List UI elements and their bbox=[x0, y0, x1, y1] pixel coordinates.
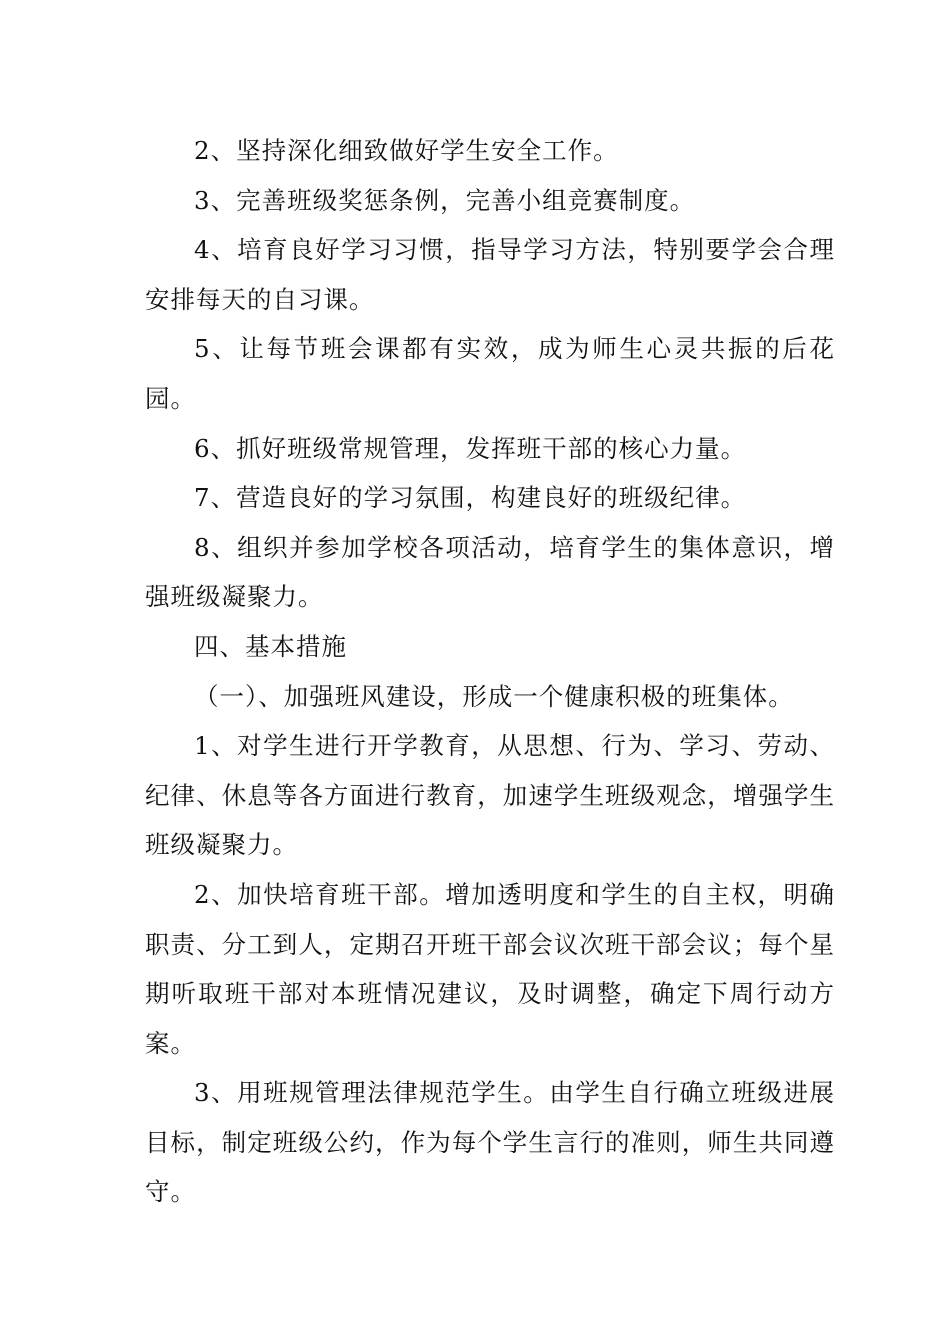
measure-item-1: 1、对学生进行开学教育，从思想、行为、学习、劳动、纪律、休息等各方面进行教育，加速学生班级观念，增强学生班级凝聚力。 bbox=[145, 731, 835, 860]
document-body bbox=[145, 126, 835, 1217]
paragraph-item-8: 8、组织并参加学校各项活动，培育学生的集体意识，增强班级凝聚力。 bbox=[145, 532, 835, 612]
measure-item-3: 3、用班规管理法律规范学生。由学生自行确立班级进展目标，制定班级公约，作为每个学生言行的准则，师生共同遵守。 bbox=[145, 1078, 835, 1207]
paragraph-item-2: 2、坚持深化细致做好学生安全工作。 bbox=[194, 136, 619, 165]
paragraph-item-4: 4、培育良好学习习惯，指导学习方法，特别要学会合理安排每天的自习课。 bbox=[145, 235, 835, 314]
subsection-heading: （一）、加强班风建设，形成一个健康积极的班集体。 bbox=[194, 681, 794, 711]
paragraph-item-6: 6、抓好班级常规管理，发挥班干部的核心力量。 bbox=[194, 433, 747, 463]
paragraph-item-5: 5、让每节班会课都有实效，成为师生心灵共振的后花园。 bbox=[145, 334, 835, 413]
measure-item-2: 2、加快培育班干部。增加透明度和学生的自主权，明确职责、分工到人，定期召开班干部会议次班干部会议；每个星期听取班干部对本班情况建议，及时调整，确定下周行动方案。 bbox=[145, 879, 835, 1058]
paragraph-item-7: 7、营造良好的学习氛围，构建良好的班级纪律。 bbox=[194, 483, 747, 513]
section-heading: 四、基本措施 bbox=[194, 631, 347, 661]
paragraph-item-3: 3、完善班级奖惩条例，完善小组竞赛制度。 bbox=[194, 185, 696, 215]
